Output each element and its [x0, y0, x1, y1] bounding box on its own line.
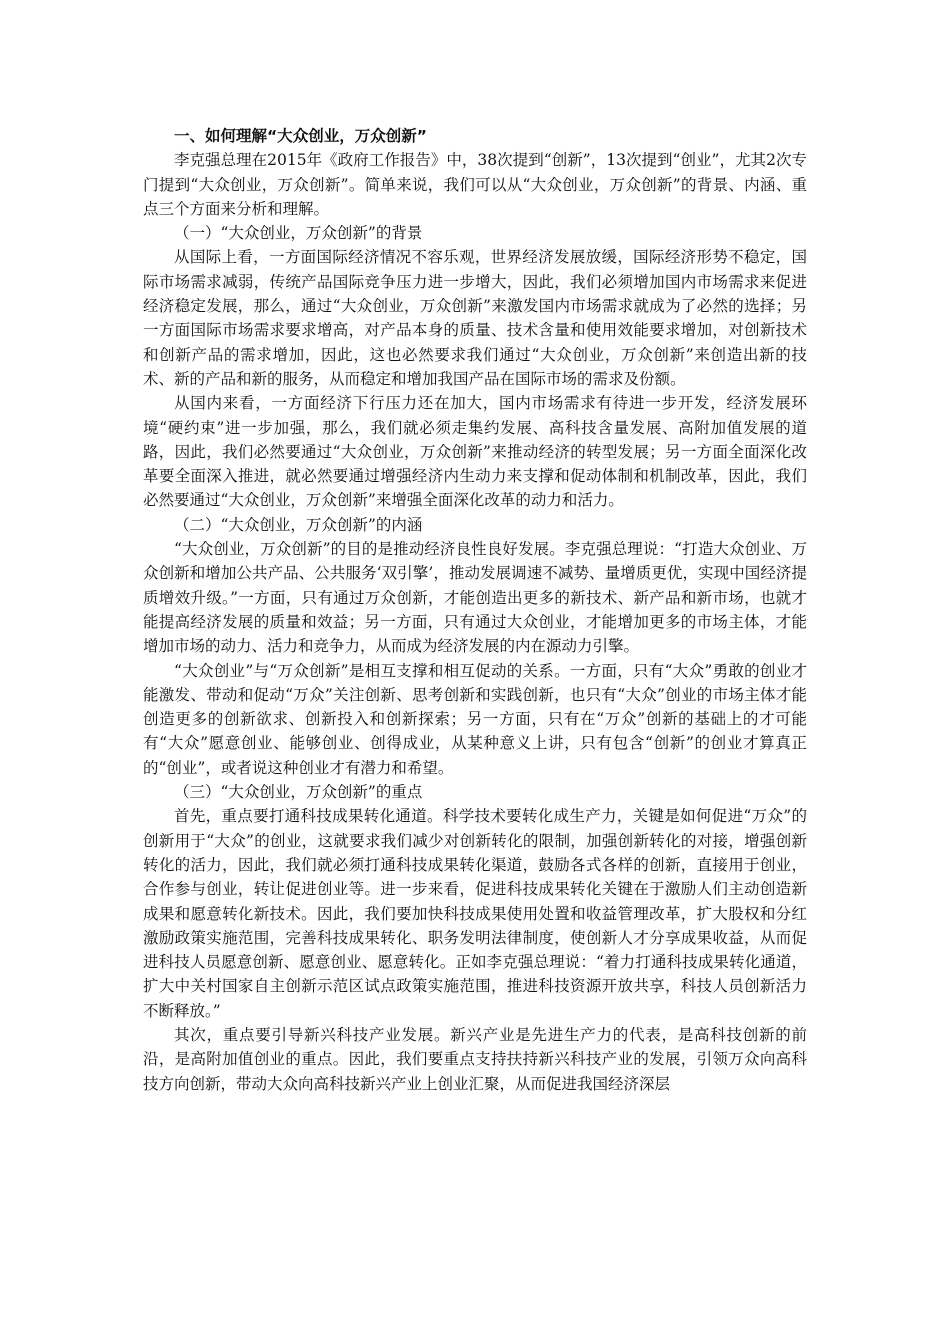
paragraph-international: 从国际上看，一方面国际经济情况不容乐观，世界经济发展放缓，国际经济形势不稳定，国际市场需求减弱，传统产品国际竞争压力进一步增大，因此，我们必须增加国内市场需求来促进经济稳定发展，那么，通过“大众创业，万众创新”来激发国内市场需求就成为了必然的选择；另一方面国际市场需求要求增高，对产品本身的质量、技术含量和使用效能要求增加，对创新技术和创新产品的需求增加，因此，这也必然要求我们通过“大众创业，万众创新”来创造出新的技术、新的产品和新的服务，从而稳定和增加我国产品在国际市场的需求及份额。 — [143, 248, 807, 388]
subheading-connotation: （二）“大众创业，万众创新”的内涵 — [174, 515, 423, 534]
paragraph-intro: 李克强总理在2015年《政府工作报告》中，38次提到“创新”，13次提到“创业”，尤其2次专门提到“大众创业，万众创新”。简单来说，我们可以从“大众创业，万众创新”的背景、内涵、重点三个方面来分析和理解。 — [143, 151, 807, 218]
subheading-focus: （三）“大众创业，万众创新”的重点 — [174, 783, 423, 802]
paragraph-purpose: “大众创业，万众创新”的目的是推动经济良性良好发展。李克强总理说：“打造大众创业、万众创新和增加公共产品、公共服务‘双引擎’，推动发展调速不减势、量增质更优，实现中国经济提质增效升级。”一方面，只有通过万众创新，才能创造出更多的新技术、新产品和新市场，也就才能提高经济发展的质量和效益；另一方面，只有通过大众创业，才能增加更多的市场主体，才能增加市场的动力、活力和竞争力，从而成为经济发展的内在源动力引擎。 — [143, 540, 807, 656]
paragraph-second-focus: 其次，重点要引导新兴科技产业发展。新兴产业是先进生产力的代表，是高科技创新的前沿，是高附加值创业的重点。因此，我们要重点支持扶持新兴科技产业的发展，引领万众向高科技方向创新，带动大众向高科技新兴产业上创业汇聚，从而促进我国经济深层 — [143, 1025, 807, 1093]
paragraph-relationship: “大众创业”与“万众创新”是相互支撑和相互促动的关系。一方面，只有“大众”勇敢的创业才能激发、带动和促动“万众”关注创新、思考创新和实践创新，也只有“大众”创业的市场主体才能创造更多的创新欲求、创新投入和创新探索；另一方面，只有在“万众”创新的基础上的才可能有“大众”愿意创业、能够创业、创得成业，从某种意义上讲，只有包含“创新”的创业才算真正的“创业”，或者说这种创业才有潜力和希望。 — [143, 661, 807, 777]
subheading-background: （一）“大众创业，万众创新”的背景 — [174, 224, 423, 243]
paragraph-domestic: 从国内来看，一方面经济下行压力还在加大，国内市场需求有待进一步开发，经济发展环境“硬约束”进一步加强，那么，我们就必须走集约发展、高科技含量发展、高附加值发展的道路，因此，我们必然要通过“大众创业，万众创新”来推动经济的转型发展；另一方面全面深化改革要全面深入推进，就必然要通过增强经济内生动力来支撑和促动体制和机制改革，因此，我们必然要通过“大众创业，万众创新”来增强全面深化改革的动力和活力。 — [143, 394, 807, 510]
paragraph-first-focus: 首先，重点要打通科技成果转化通道。科学技术要转化成生产力，关键是如何促进“万众”的创新用于“大众”的创业，这就要求我们减少对创新转化的限制，加强创新转化的对接，增强创新转化的活力，因此，我们就必须打通科技成果转化渠道，鼓励各式各样的创新，直接用于创业，合作参与创业，转让促进创业等。进一步来看，促进科技成果转化关键在于激励人们主动创造新成果和愿意转化新技术。因此，我们要加快科技成果使用处置和收益管理改革，扩大股权和分红激励政策实施范围，完善科技成果转化、职务发明法律制度，使创新人才分享成果收益，从而促进科技人员愿意创新、愿意创业、愿意转化。正如李克强总理说：“着力打通科技成果转化通道，扩大中关村国家自主创新示范区试点政策实施范围，推进科技资源开放共享，科技人员创新活力不断释放。” — [143, 807, 807, 1020]
document-body — [143, 124, 807, 1096]
section-title: 一、如何理解“大众创业，万众创新” — [174, 127, 427, 145]
